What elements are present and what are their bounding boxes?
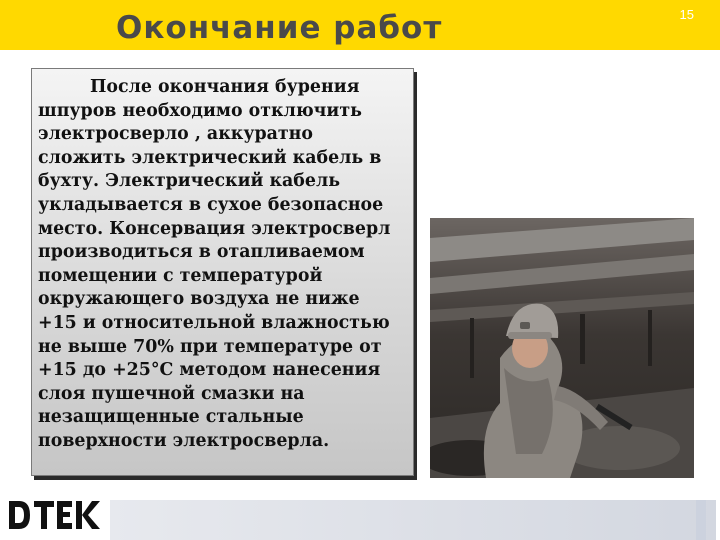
dtek-logo bbox=[6, 495, 106, 535]
footer-strip bbox=[110, 500, 716, 540]
slide-number: 15 bbox=[679, 7, 694, 22]
text-box bbox=[31, 68, 414, 476]
slide-title: Окончание работ bbox=[116, 10, 443, 46]
miner-photo bbox=[430, 218, 694, 478]
miner-photo-image bbox=[430, 218, 694, 478]
title-bar bbox=[0, 0, 720, 50]
body-text: После окончания бурения шпуров необходимо отключить электросверло , аккуратно сложить электрический кабель в бухту. Электрический кабель укладывается в сухое безопасное место. Консервация электросверл производиться в отапливаемом помещении с температурой окружающего воздуха не ниже +15 и относительной влажностью не выше 70% при температуре от +15 до +25°С методом нанесения слоя пушечной смазки на незащищенные стальные поверхности электросверла. bbox=[38, 77, 391, 451]
